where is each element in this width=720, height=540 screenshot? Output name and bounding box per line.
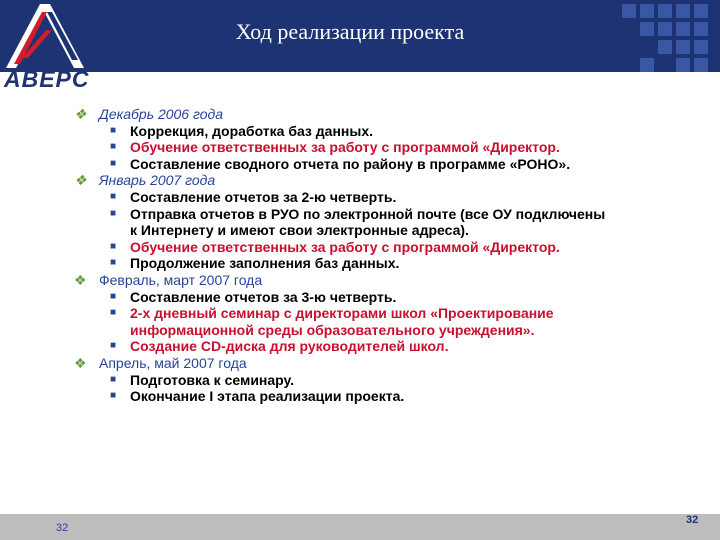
outline-task-continuation	[72, 222, 692, 239]
outline-text: Обучение ответственных за работу с программой «Директор.	[130, 238, 560, 255]
page-title: Ход реализации проекта	[235, 19, 465, 44]
outline-text: Продолжение заполнения баз данных.	[130, 255, 400, 272]
square-bullet-icon: ■	[110, 390, 117, 402]
outline-period-heading	[72, 355, 692, 372]
page-number-left: 32	[56, 522, 69, 534]
outline-task-item	[72, 305, 692, 322]
outline-text: Декабрь 2006 года	[99, 106, 224, 122]
outline-text: Апрель, май 2007 года	[99, 354, 247, 371]
page-number-right: 32	[686, 514, 699, 526]
outline-task-item	[72, 239, 692, 256]
square-bullet-icon: ■	[110, 340, 117, 352]
outline-text: Февраль, март 2007 года	[99, 271, 263, 288]
square-bullet-icon: ■	[110, 157, 117, 169]
brand-name: АВЕРС	[4, 66, 90, 92]
outline-task-item	[72, 206, 692, 223]
outline-text: Составление отчетов за 3-ю четверть.	[130, 288, 397, 305]
outline-task-item	[72, 156, 692, 173]
square-bullet-icon: ■	[110, 373, 117, 385]
outline-text: Отправка отчетов в РУО по электронной почте (все ОУ подключены	[130, 205, 606, 222]
outline-task-item	[72, 388, 692, 405]
diamond-bullet-icon: ❖	[74, 172, 87, 189]
diamond-bullet-icon: ❖	[74, 271, 87, 288]
outline-text: Коррекция, доработка баз данных.	[130, 122, 373, 139]
outline-task-item	[72, 139, 692, 156]
square-bullet-icon: ■	[110, 240, 117, 252]
outline-text: информационной среды образовательного учреждения».	[130, 321, 535, 338]
square-bullet-icon: ■	[110, 290, 117, 302]
square-bullet-icon: ■	[110, 124, 117, 136]
outline-text: Окончание I этапа реализации проекта.	[130, 388, 405, 405]
outline-task-item	[72, 189, 692, 206]
project-outline	[72, 106, 692, 405]
outline-text: Обучение ответственных за работу с программой «Директор.	[130, 139, 560, 156]
outline-text: Январь 2007 года	[99, 172, 216, 189]
square-bullet-icon: ■	[110, 141, 117, 153]
square-bullet-icon: ■	[110, 207, 117, 219]
outline-text: 2-х дневный семинар с директорами школ «Проектирование	[130, 305, 554, 322]
outline-task-continuation	[72, 322, 692, 339]
outline-task-item	[72, 372, 692, 389]
diamond-bullet-icon: ❖	[74, 106, 87, 122]
square-bullet-icon: ■	[110, 307, 117, 319]
square-bullet-icon: ■	[110, 257, 117, 269]
outline-task-item	[72, 289, 692, 306]
outline-task-item	[72, 338, 692, 355]
outline-task-item	[72, 123, 692, 140]
outline-text: Составление отчетов за 2-ю четверть.	[130, 188, 397, 205]
outline-text: Создание CD-диска для руководителей школ.	[130, 338, 449, 355]
outline-period-heading	[72, 272, 692, 289]
outline-period-heading	[72, 106, 692, 123]
outline-period-heading	[72, 172, 692, 189]
footer-bar	[0, 514, 720, 540]
outline-text: Подготовка к семинару.	[130, 371, 294, 388]
outline-text: Составление сводного отчета по району в программе «РОНО».	[130, 155, 571, 172]
square-bullet-icon: ■	[110, 190, 117, 202]
outline-task-item	[72, 255, 692, 272]
outline-text: к Интернету и имеют свои электронные адреса).	[130, 222, 469, 239]
diamond-bullet-icon: ❖	[74, 354, 87, 371]
